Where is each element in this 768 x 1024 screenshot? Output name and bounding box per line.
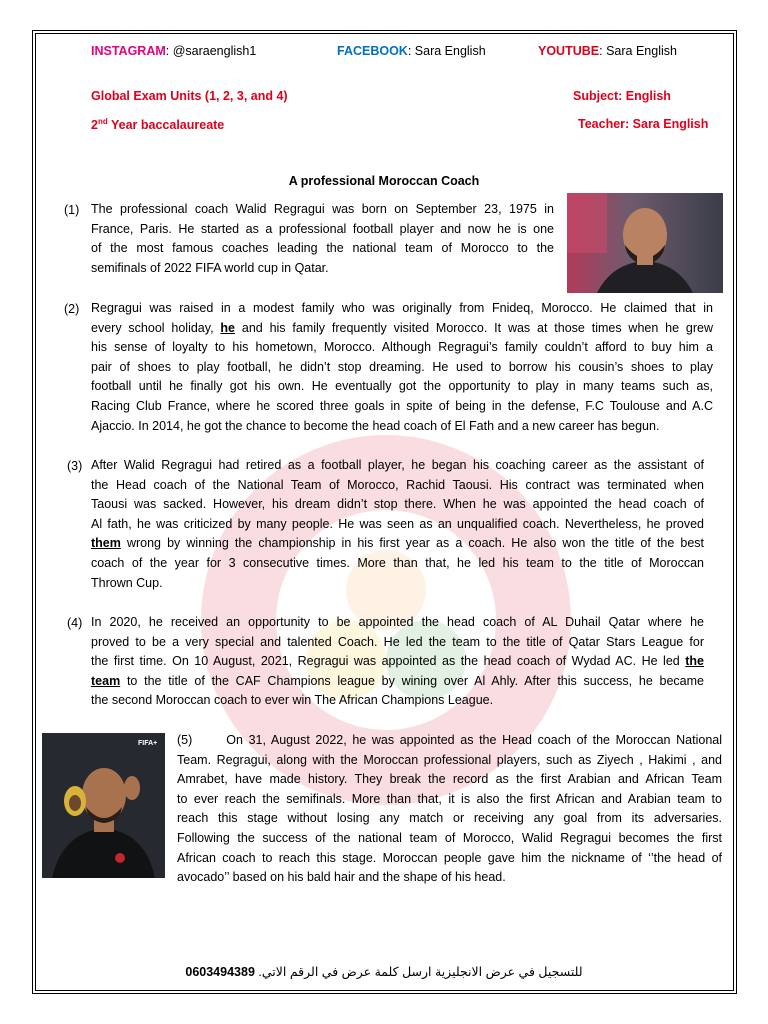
youtube-value: : Sara English <box>599 44 677 58</box>
para-5-number: (5) <box>177 733 193 747</box>
footer-arabic-text: للتسجيل في عرض الانجليزية ارسل كلمة عرض في الرقم الاتي. <box>258 965 583 979</box>
underlined-them: them <box>91 536 121 551</box>
paragraph-4: In 2020, he received an opportunity to be appointed the head coach of AL Duhail Qatar where he proved to be a very special and talented Coach. He led the team to the title of Qatar Stars League for the first time. On 10 August, 2021, Regragui was appointed as the head coach of Wydad AC. He led the team to the title of the CAF Champions league by wining over Al Ahly. After this success, he became the second Moroccan coach to ever win The African Champions League. <box>91 615 704 708</box>
facebook-label: FACEBOOK <box>337 44 408 58</box>
subject: Subject: English <box>573 89 671 103</box>
year-level: 2nd Year baccalaureate <box>91 117 225 133</box>
underlined-the: the <box>685 654 704 669</box>
exam-units: Global Exam Units (1, 2, 3, and 4) <box>91 89 288 103</box>
fifa-badge: FIFA+ <box>138 740 158 747</box>
paragraph-5: (5) On 31, August 2022, he was appointed as the Head coach of the Moroccan National Team. Regragui, along with the Moroccan professional players, such as Ziyech , Hakimi , and Amrabet, have made history. They break the record as the first Arabian and African Team to ever reach the semifinals. More than that, it is also the first African and Arabian team to reach this stage without losing any match or receiving any goal from its adversaries. Following the success of the national team of Morocco, Walid Regragui becomes the first African coach to reach this stage. Moroccan people gave him the nickname of ‘’the head of avocado’’ based on his bald hair and the shape of his head. <box>177 733 722 885</box>
para-3-number: (3) <box>67 459 83 473</box>
instagram-value: : @saraenglish1 <box>165 44 257 58</box>
paragraph-2: Regragui was raised in a modest family who was originally from Fnideq, Morocco. He claimed that in every school holiday, he and his family frequently visited Morocco. It was at those times when he grew his sense of loyalty to his hometown, Morocco. Although Regragui’s family couldn’t afford to buy him a pair of shoes to play football, he didn’t stop dreaming. He used to borrow his cousin’s shoes to play football until he finally got his own. He eventually got the opportunity to play in many teams such as, Racing Club France, where he scored three goals in spite of being in the defense, F.C Toulouse and A.C Ajaccio. In 2014, he got the chance to become the head coach of El Fath and a new career has begun. <box>91 301 714 433</box>
coach-avocado-photo <box>42 733 165 878</box>
underlined-he: he <box>220 320 236 335</box>
youtube-label: YOUTUBE <box>538 44 600 58</box>
instagram-line <box>91 44 256 58</box>
paragraph-1: The professional coach Walid Regragui was born on September 23, 1975 in France, Paris. He started as a professional football player and now he is one of the most famous coaches leading the national team of Morocco to the semifinals of 2022 FIFA world cup in Qatar. <box>91 202 554 275</box>
footer-contact <box>0 964 768 979</box>
instagram-label: INSTAGRAM <box>91 44 166 58</box>
facebook-line <box>337 44 486 58</box>
para-2-number: (2) <box>64 302 80 316</box>
teacher: Teacher: Sara English <box>578 117 709 131</box>
youtube-line <box>538 44 677 58</box>
article-title: A professional Moroccan Coach <box>288 174 480 188</box>
coach-portrait-photo <box>567 193 723 293</box>
underlined-team: team <box>91 673 121 688</box>
para-4-number: (4) <box>67 616 83 630</box>
footer-phone: 0603494389 <box>185 965 255 979</box>
para-1-number: (1) <box>64 203 80 217</box>
paragraph-3: After Walid Regragui had retired as a football player, he began his coaching career as the assistant of the Head coach of the National Team of Morocco, Rachid Taousi. His contract was terminated when Taousi was sacked. However, his dream didn’t stop there. When he was appointed the head coach of Al fath, he was criticized by many people. He was seen as an unqualified coach. Nevertheless, he proved them wrong by winning the championship in his first year as a coach. He also won the title of the best coach of the year for 3 consecutive times. More than that, he led his team to the title of Moroccan Thrown Cup. <box>91 458 704 590</box>
facebook-value: : Sara English <box>407 44 486 58</box>
